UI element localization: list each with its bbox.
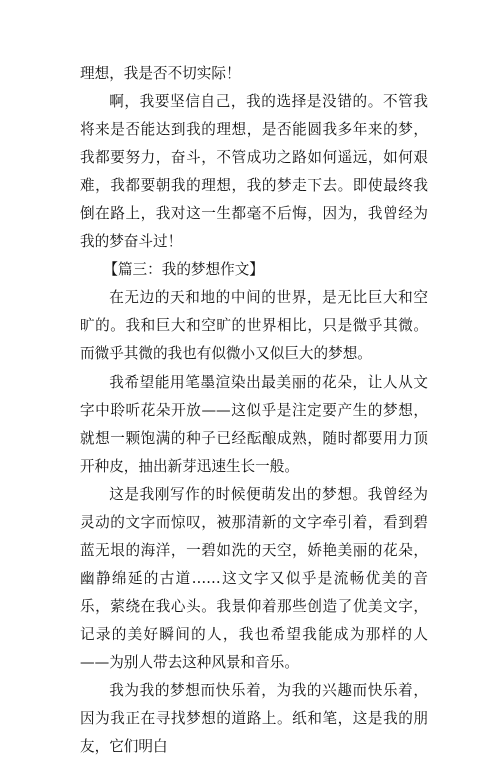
section-heading: 【篇三：我的梦想作文】 bbox=[103, 261, 264, 279]
paragraph-world: 在无边的天和地的中间的世界，是无比巨大和空旷的。我和巨大和空旷的世界相比，只是微乎其微。而微乎其微的我也有似微小又似巨大的梦想。 bbox=[80, 289, 428, 363]
paragraph-belief: 啊，我要坚信自己，我的选择是没错的。不管我将来是否能达到我的理想，是否能圆我多年来的梦，我都要努力，奋斗，不管成功之路如何遥远，如何艰难，我都要朝我的理想，我的梦走下去。即使最终我倒在路上，我对这一生都毫不后悔，因为，我曾经为我的梦奋斗过！ bbox=[80, 93, 428, 251]
paragraph-writing: 这是我刚写作的时候便萌发出的梦想。我曾经为灵动的文字而惊叹，被那清新的文字牵引着，看到碧蓝无垠的海洋，一碧如洗的天空，娇艳美丽的花朵，幽静绵延的古道……这文字又似乎是流畅优美的音乐，萦绕在我心头。我景仰着那些创造了优美文字，记录的美好瞬间的人，我也希望我能成为那样的人——为别人带去这种风景和音乐。 bbox=[80, 485, 428, 671]
paragraph-happiness: 我为我的梦想而快乐着，为我的兴趣而快乐着，因为我正在寻找梦想的道路上。纸和笔，这是我的朋友，它们明白 bbox=[80, 682, 428, 756]
paragraph-continuation: 理想，我是否不切实际！ bbox=[80, 65, 241, 82]
paragraph-flowers: 我希望能用笔墨渲染出最美丽的花朵，让人从文字中聆听花朵开放——这似乎是注定要产生的梦想，就想一颗饱满的种子已经酝酿成熟，随时都要用力顶开种皮，抽出新芽迅速生长一般。 bbox=[80, 373, 428, 475]
document-page bbox=[80, 60, 428, 761]
